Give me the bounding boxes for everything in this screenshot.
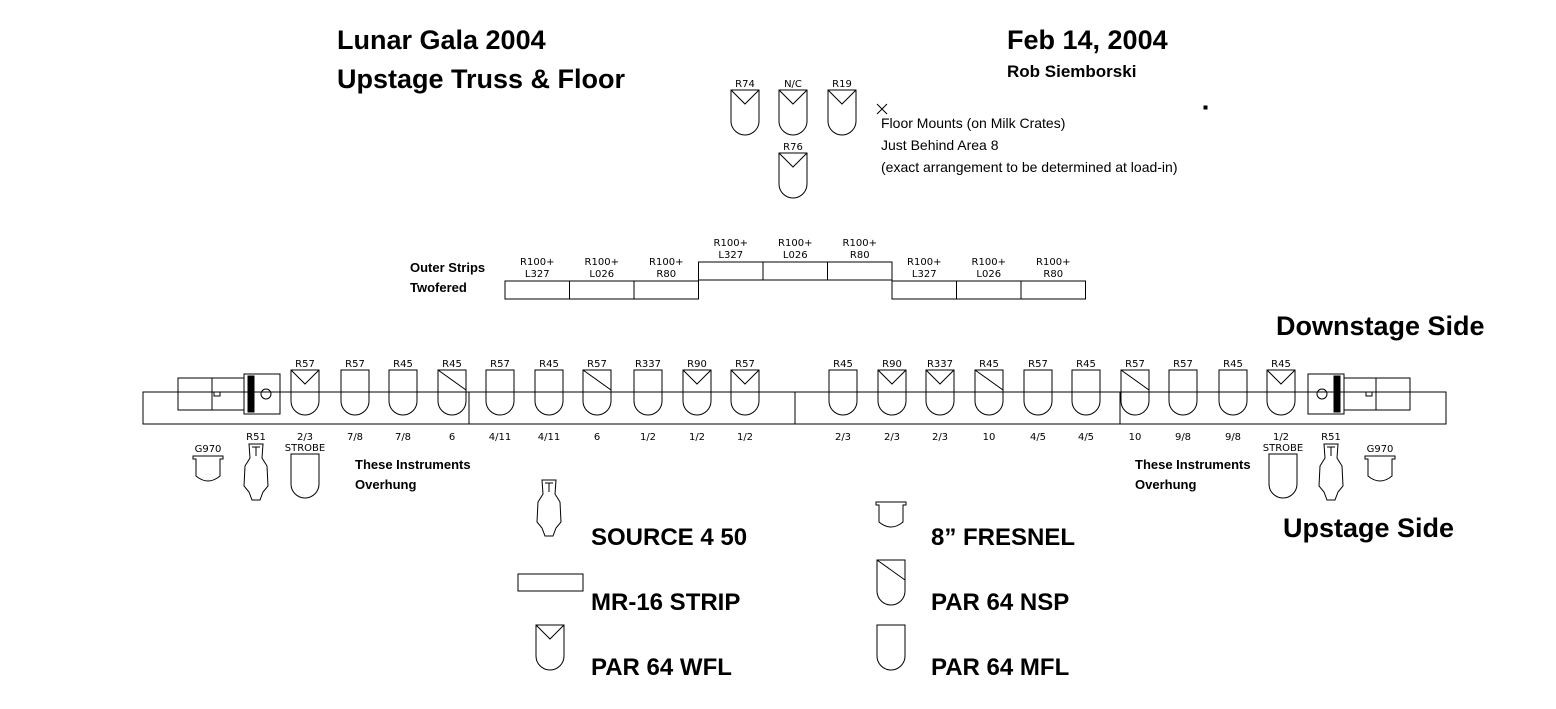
legend-item [877,625,1069,681]
title-line-1: Lunar Gala 2004 [337,25,546,55]
instrument-channel-label: 10 [982,432,996,443]
legend-symbol [877,625,905,670]
mr16-strip [828,238,893,280]
instrument-color-label: R337 [926,359,954,370]
strip-color-line-1: R100+ [584,257,619,268]
instrument-color-label: R45 [1271,359,1291,370]
instrument-channel-label: 1/2 [688,432,706,443]
note-dot [1204,106,1207,109]
floor-note-line-3: (exact arrangement to be determined at load-in) [881,159,1178,175]
floor-note-line-1: Floor Mounts (on Milk Crates) [881,115,1066,131]
legend-label: SOURCE 4 50 [591,524,748,551]
overhung-instrument [1319,432,1343,500]
instrument-color-label: R337 [634,359,662,370]
instrument-channel-label: 7/8 [346,432,364,443]
truss-instrument [1169,359,1197,443]
mr16-strip [957,257,1022,299]
strip-color-line-1: R100+ [971,257,1006,268]
strip-color-line-2: L026 [589,269,615,280]
instrument-color-label: R45 [1223,359,1243,370]
mr16-strip [570,257,635,299]
instrument-color-label: R45 [1076,359,1096,370]
floor-mount-color-label: R19 [832,79,852,90]
strip-color-line-2: L327 [718,250,744,261]
mr16-strip [699,238,764,280]
note-cross-mark [877,104,887,114]
strip-color-line-2: L026 [976,269,1002,280]
plot-author: Rob Siemborski [1007,62,1137,81]
instrument-color-label: R57 [295,359,315,370]
truss-instrument [486,359,514,443]
strip-color-line-1: R100+ [842,238,877,249]
strip-color-line-2: L327 [524,269,550,280]
strip-color-line-2: R80 [849,250,870,261]
downstage-side-label: Downstage Side [1276,311,1485,341]
truss-instrument [438,359,466,443]
instrument-channel-label: 1/2 [736,432,754,443]
instrument-channel-label: 4/11 [488,432,512,443]
mr16-strip [505,257,570,299]
truss-instrument [975,359,1003,443]
legend-symbol [536,625,564,670]
plot-date: Feb 14, 2004 [1007,25,1168,55]
floor-mount-color-label: R74 [735,79,755,90]
overhung-instrument [193,444,223,481]
overhung-right-line-1: These Instruments [1135,457,1251,472]
legend-symbol [537,480,561,536]
instrument-type-label: STROBE [284,443,326,454]
instrument-color-label: R90 [687,359,707,370]
instrument-color-label: R51 [1321,432,1341,443]
instrument-type-label: STROBE [1262,443,1304,454]
instrument-color-label: R57 [345,359,365,370]
truss-instrument [291,359,319,443]
strip-color-line-2: R80 [656,269,677,280]
instrument-color-label: R45 [539,359,559,370]
truss-instrument [1219,359,1247,443]
mr16-strip [1021,257,1086,299]
instrument-channel-label: 9/8 [1224,432,1242,443]
legend-label: PAR 64 WFL [591,654,732,681]
strip-color-line-1: R100+ [778,238,813,249]
instrument-channel-label: 1/2 [1272,432,1290,443]
strip-color-line-1: R100+ [649,257,684,268]
truss-instrument [1121,359,1149,443]
mr16-strip [763,238,828,280]
overhung-right-line-2: Overhung [1135,477,1197,492]
instrument-channel-label: 10 [1128,432,1142,443]
title-line-2: Upstage Truss & Floor [337,64,626,94]
instrument-channel-label: 2/3 [883,432,901,443]
instrument-color-label: R57 [587,359,607,370]
instrument-channel-label: 4/11 [537,432,561,443]
instrument-channel-label: 4/5 [1077,432,1095,443]
legend-item [537,480,747,551]
instrument-channel-label: 6 [448,432,456,443]
strips-label-line-2: Twofered [410,280,467,295]
upstage-side-label: Upstage Side [1283,513,1455,543]
overhung-instrument [1263,443,1303,498]
instrument-color-label: R57 [1125,359,1145,370]
overhung-instrument [244,432,268,500]
overhung-instrument [285,443,325,498]
overhung-left-line-2: Overhung [355,477,417,492]
strip-color-line-1: R100+ [713,238,748,249]
legend-item [536,625,732,681]
legend-symbol [518,574,583,591]
instrument-color-label: R57 [735,359,755,370]
instrument-color-label: G970 [1366,444,1394,455]
instrument-channel-label: 2/3 [931,432,949,443]
truss-instrument [634,359,662,443]
truss-instrument [1072,359,1100,443]
truss-instrument [583,359,611,443]
mr16-strip [892,257,957,299]
instrument-channel-label: 1/2 [639,432,657,443]
floor-note-line-2: Just Behind Area 8 [881,137,999,153]
truss-instrument [535,359,563,443]
truss-instrument [389,359,417,443]
instrument-color-label: R57 [490,359,510,370]
instrument-color-label: R45 [979,359,999,370]
truss-instrument [341,359,369,443]
legend-item [518,574,740,616]
instrument-color-label: R45 [393,359,413,370]
floor-mount-instrument [779,142,807,198]
instrument-channel-label: 7/8 [394,432,412,443]
overhung-instrument [1365,444,1395,481]
truss-instrument [1267,359,1295,443]
truss-instrument [926,359,954,443]
legend-symbol [877,560,905,605]
strip-color-line-1: R100+ [907,257,942,268]
floor-mount-color-label: N/C [784,79,802,90]
truss-instrument [878,359,906,443]
floor-mount-instrument [731,79,759,135]
legend-item [877,560,1069,616]
instrument-color-label: G970 [194,444,222,455]
floor-mount-color-label: R76 [783,142,803,153]
instrument-channel-label: 9/8 [1174,432,1192,443]
strip-color-line-1: R100+ [520,257,555,268]
instrument-channel-label: 2/3 [296,432,314,443]
floor-mount-instrument [779,79,807,135]
instrument-color-label: R51 [246,432,266,443]
instrument-channel-label: 2/3 [834,432,852,443]
strip-color-line-1: R100+ [1036,257,1071,268]
legend-symbol [876,502,906,527]
legend-label: PAR 64 MFL [931,654,1070,681]
instrument-channel-label: 6 [593,432,601,443]
instrument-channel-label: 4/5 [1029,432,1047,443]
legend-item [876,502,1075,551]
truss-end-hardware-left [178,374,280,414]
truss-instrument [683,359,711,443]
legend-label: PAR 64 NSP [931,589,1070,616]
instrument-color-label: R45 [833,359,853,370]
mr16-strip [634,257,699,299]
instrument-color-label: R90 [882,359,902,370]
legend-label: 8” FRESNEL [931,524,1076,551]
truss-end-hardware-right [1308,374,1410,414]
strips-label-line-1: Outer Strips [410,260,486,275]
instrument-color-label: R57 [1028,359,1048,370]
truss-instrument [731,359,759,443]
strip-color-line-2: R80 [1043,269,1064,280]
instrument-color-label: R45 [442,359,462,370]
legend-label: MR-16 STRIP [591,589,741,616]
strip-color-line-2: L026 [782,250,808,261]
truss-instrument [1024,359,1052,443]
strip-color-line-2: L327 [911,269,937,280]
truss-instrument [829,359,857,443]
overhung-left-line-1: These Instruments [355,457,471,472]
floor-mount-instrument [828,79,856,135]
instrument-color-label: R57 [1173,359,1193,370]
